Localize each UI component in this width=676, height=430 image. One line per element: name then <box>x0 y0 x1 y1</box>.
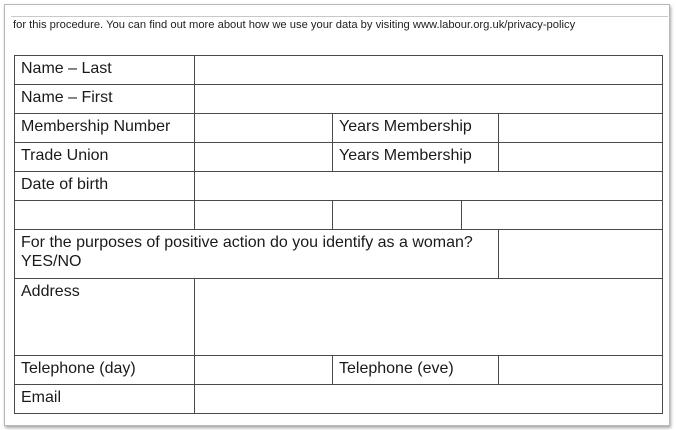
name-first-label: Name – First <box>15 85 195 114</box>
row-telephone <box>15 356 663 385</box>
row-blank <box>15 201 663 230</box>
positive-action-answer-field[interactable] <box>499 230 663 279</box>
row-trade-union <box>15 143 663 172</box>
dob-field[interactable] <box>195 172 663 201</box>
telephone-eve-field[interactable] <box>499 356 663 385</box>
row-name-last <box>15 56 663 85</box>
row-name-first <box>15 85 663 114</box>
telephone-eve-label: Telephone (eve) <box>333 356 499 385</box>
email-label: Email <box>15 385 195 414</box>
union-years-membership-field[interactable] <box>499 143 663 172</box>
row-address <box>15 279 663 356</box>
blank-cell-4[interactable] <box>462 201 663 230</box>
document-frame <box>4 4 670 426</box>
telephone-day-label: Telephone (day) <box>15 356 195 385</box>
trade-union-field[interactable] <box>195 143 333 172</box>
privacy-notice: for this procedure. You can find out more about how we use your data by visiting www.labour.org.uk/privacy-policy <box>13 19 576 31</box>
dob-label: Date of birth <box>15 172 195 201</box>
membership-number-field[interactable] <box>195 114 333 143</box>
address-field[interactable] <box>195 279 663 356</box>
row-email <box>15 385 663 414</box>
address-label: Address <box>15 279 195 356</box>
blank-cell-1[interactable] <box>15 201 195 230</box>
email-field[interactable] <box>195 385 663 414</box>
row-dob <box>15 172 663 201</box>
membership-number-label: Membership Number <box>15 114 195 143</box>
years-membership-label: Years Membership <box>333 114 499 143</box>
row-positive-action <box>15 230 663 279</box>
telephone-day-field[interactable] <box>195 356 333 385</box>
row-membership <box>15 114 663 143</box>
top-divider <box>11 16 668 17</box>
positive-action-question: For the purposes of positive action do you identify as a woman? YES/NO <box>15 230 499 279</box>
trade-union-label: Trade Union <box>15 143 195 172</box>
name-last-label: Name – Last <box>15 56 195 85</box>
blank-cell-3[interactable] <box>333 201 462 230</box>
application-form-table <box>14 55 663 414</box>
name-first-field[interactable] <box>195 85 663 114</box>
blank-cell-2[interactable] <box>195 201 333 230</box>
years-membership-field[interactable] <box>499 114 663 143</box>
name-last-field[interactable] <box>195 56 663 85</box>
union-years-membership-label: Years Membership <box>333 143 499 172</box>
